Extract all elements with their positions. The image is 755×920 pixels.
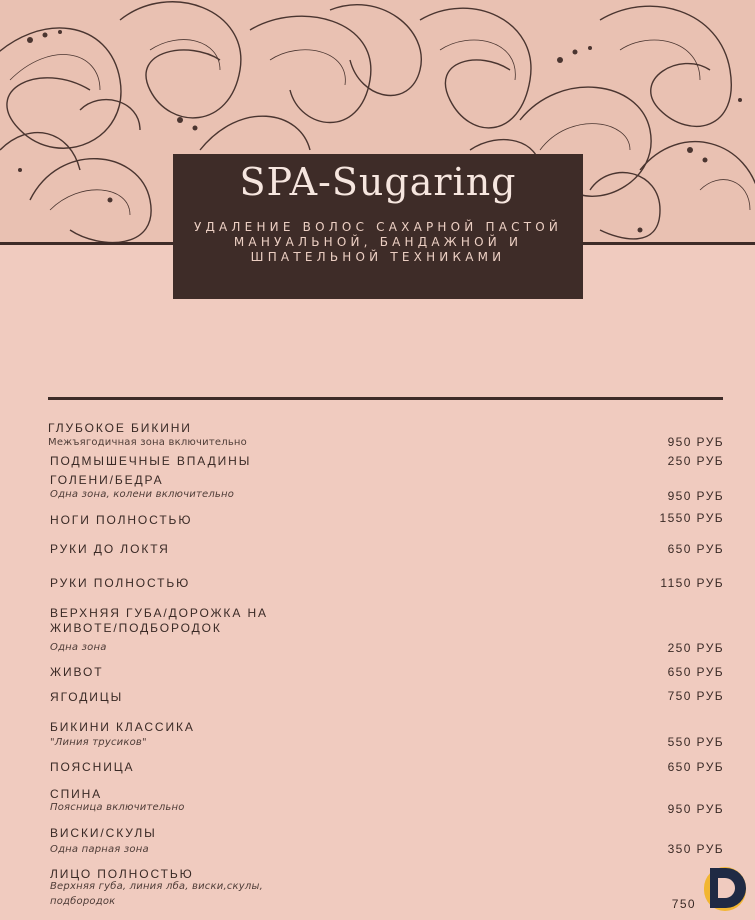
service-name: БИКИНИ КЛАССИКА: [50, 720, 195, 734]
chat-logo-icon[interactable]: [700, 862, 750, 914]
service-note: Одна зона, колени включительно: [50, 489, 235, 500]
service-price: 950 РУБ: [667, 489, 724, 503]
service-name: ПОЯСНИЦА: [50, 760, 135, 774]
service-price: 1150 РУБ: [660, 576, 724, 590]
service-price: 950 РУБ: [667, 802, 724, 816]
title-box: [173, 154, 583, 299]
service-note: Поясница включительно: [50, 802, 185, 813]
service-price: 950 РУБ: [667, 435, 724, 449]
service-note-line2: подбородок: [50, 896, 116, 907]
service-note: Одна парная зона: [50, 844, 149, 855]
service-name: ЛИЦО ПОЛНОСТЬЮ: [50, 867, 194, 881]
service-name: ГОЛЕНИ/БЕДРА: [50, 473, 164, 487]
service-name: ВИСКИ/СКУЛЫ: [50, 826, 157, 840]
service-name: РУКИ ДО ЛОКТЯ: [50, 542, 170, 556]
service-price: 350 РУБ: [667, 842, 724, 856]
service-name-line2: ЖИВОТЕ/ПОДБОРОДОК: [50, 621, 222, 635]
service-price: 750: [671, 897, 696, 911]
service-name: ГЛУБОКОЕ БИКИНИ: [48, 421, 192, 435]
service-price: 650 РУБ: [667, 665, 724, 679]
service-name: ПОДМЫШЕЧНЫЕ ВПАДИНЫ: [50, 454, 252, 468]
service-name: СПИНА: [50, 787, 103, 801]
service-price: 1550 РУБ: [659, 511, 724, 525]
service-price: 250 РУБ: [667, 641, 724, 655]
service-price: 650 РУБ: [667, 760, 724, 774]
service-price: 550 РУБ: [667, 735, 724, 749]
service-price: 750 РУБ: [667, 689, 724, 703]
service-note: "Линия трусиков": [50, 737, 147, 748]
service-name: ВЕРХНЯЯ ГУБА/ДОРОЖКА НА: [50, 606, 268, 620]
service-name: НОГИ ПОЛНОСТЬЮ: [50, 513, 193, 527]
section-divider: [48, 397, 723, 400]
service-name: ЯГОДИЦЫ: [50, 690, 124, 704]
service-price: 250 РУБ: [667, 454, 724, 468]
page-title: SPA-Sugaring: [239, 160, 517, 204]
service-name: ЖИВОТ: [50, 665, 104, 679]
service-note: Межъягодичная зона включительно: [48, 437, 247, 448]
logo-graphic: [700, 862, 750, 914]
service-note: Одна зона: [50, 642, 107, 653]
page-subtitle: УДАЛЕНИЕ ВОЛОС САХАРНОЙ ПАСТОЙ МАНУАЛЬНОЙ, БАНДАЖНОЙ И ШПАТЕЛЬНОЙ ТЕХНИКАМИ: [193, 220, 563, 264]
service-price: 650 РУБ: [667, 542, 724, 556]
service-note: Верхняя губа, линия лба, виски,скулы,: [50, 881, 263, 892]
service-name: РУКИ ПОЛНОСТЬЮ: [50, 576, 191, 590]
